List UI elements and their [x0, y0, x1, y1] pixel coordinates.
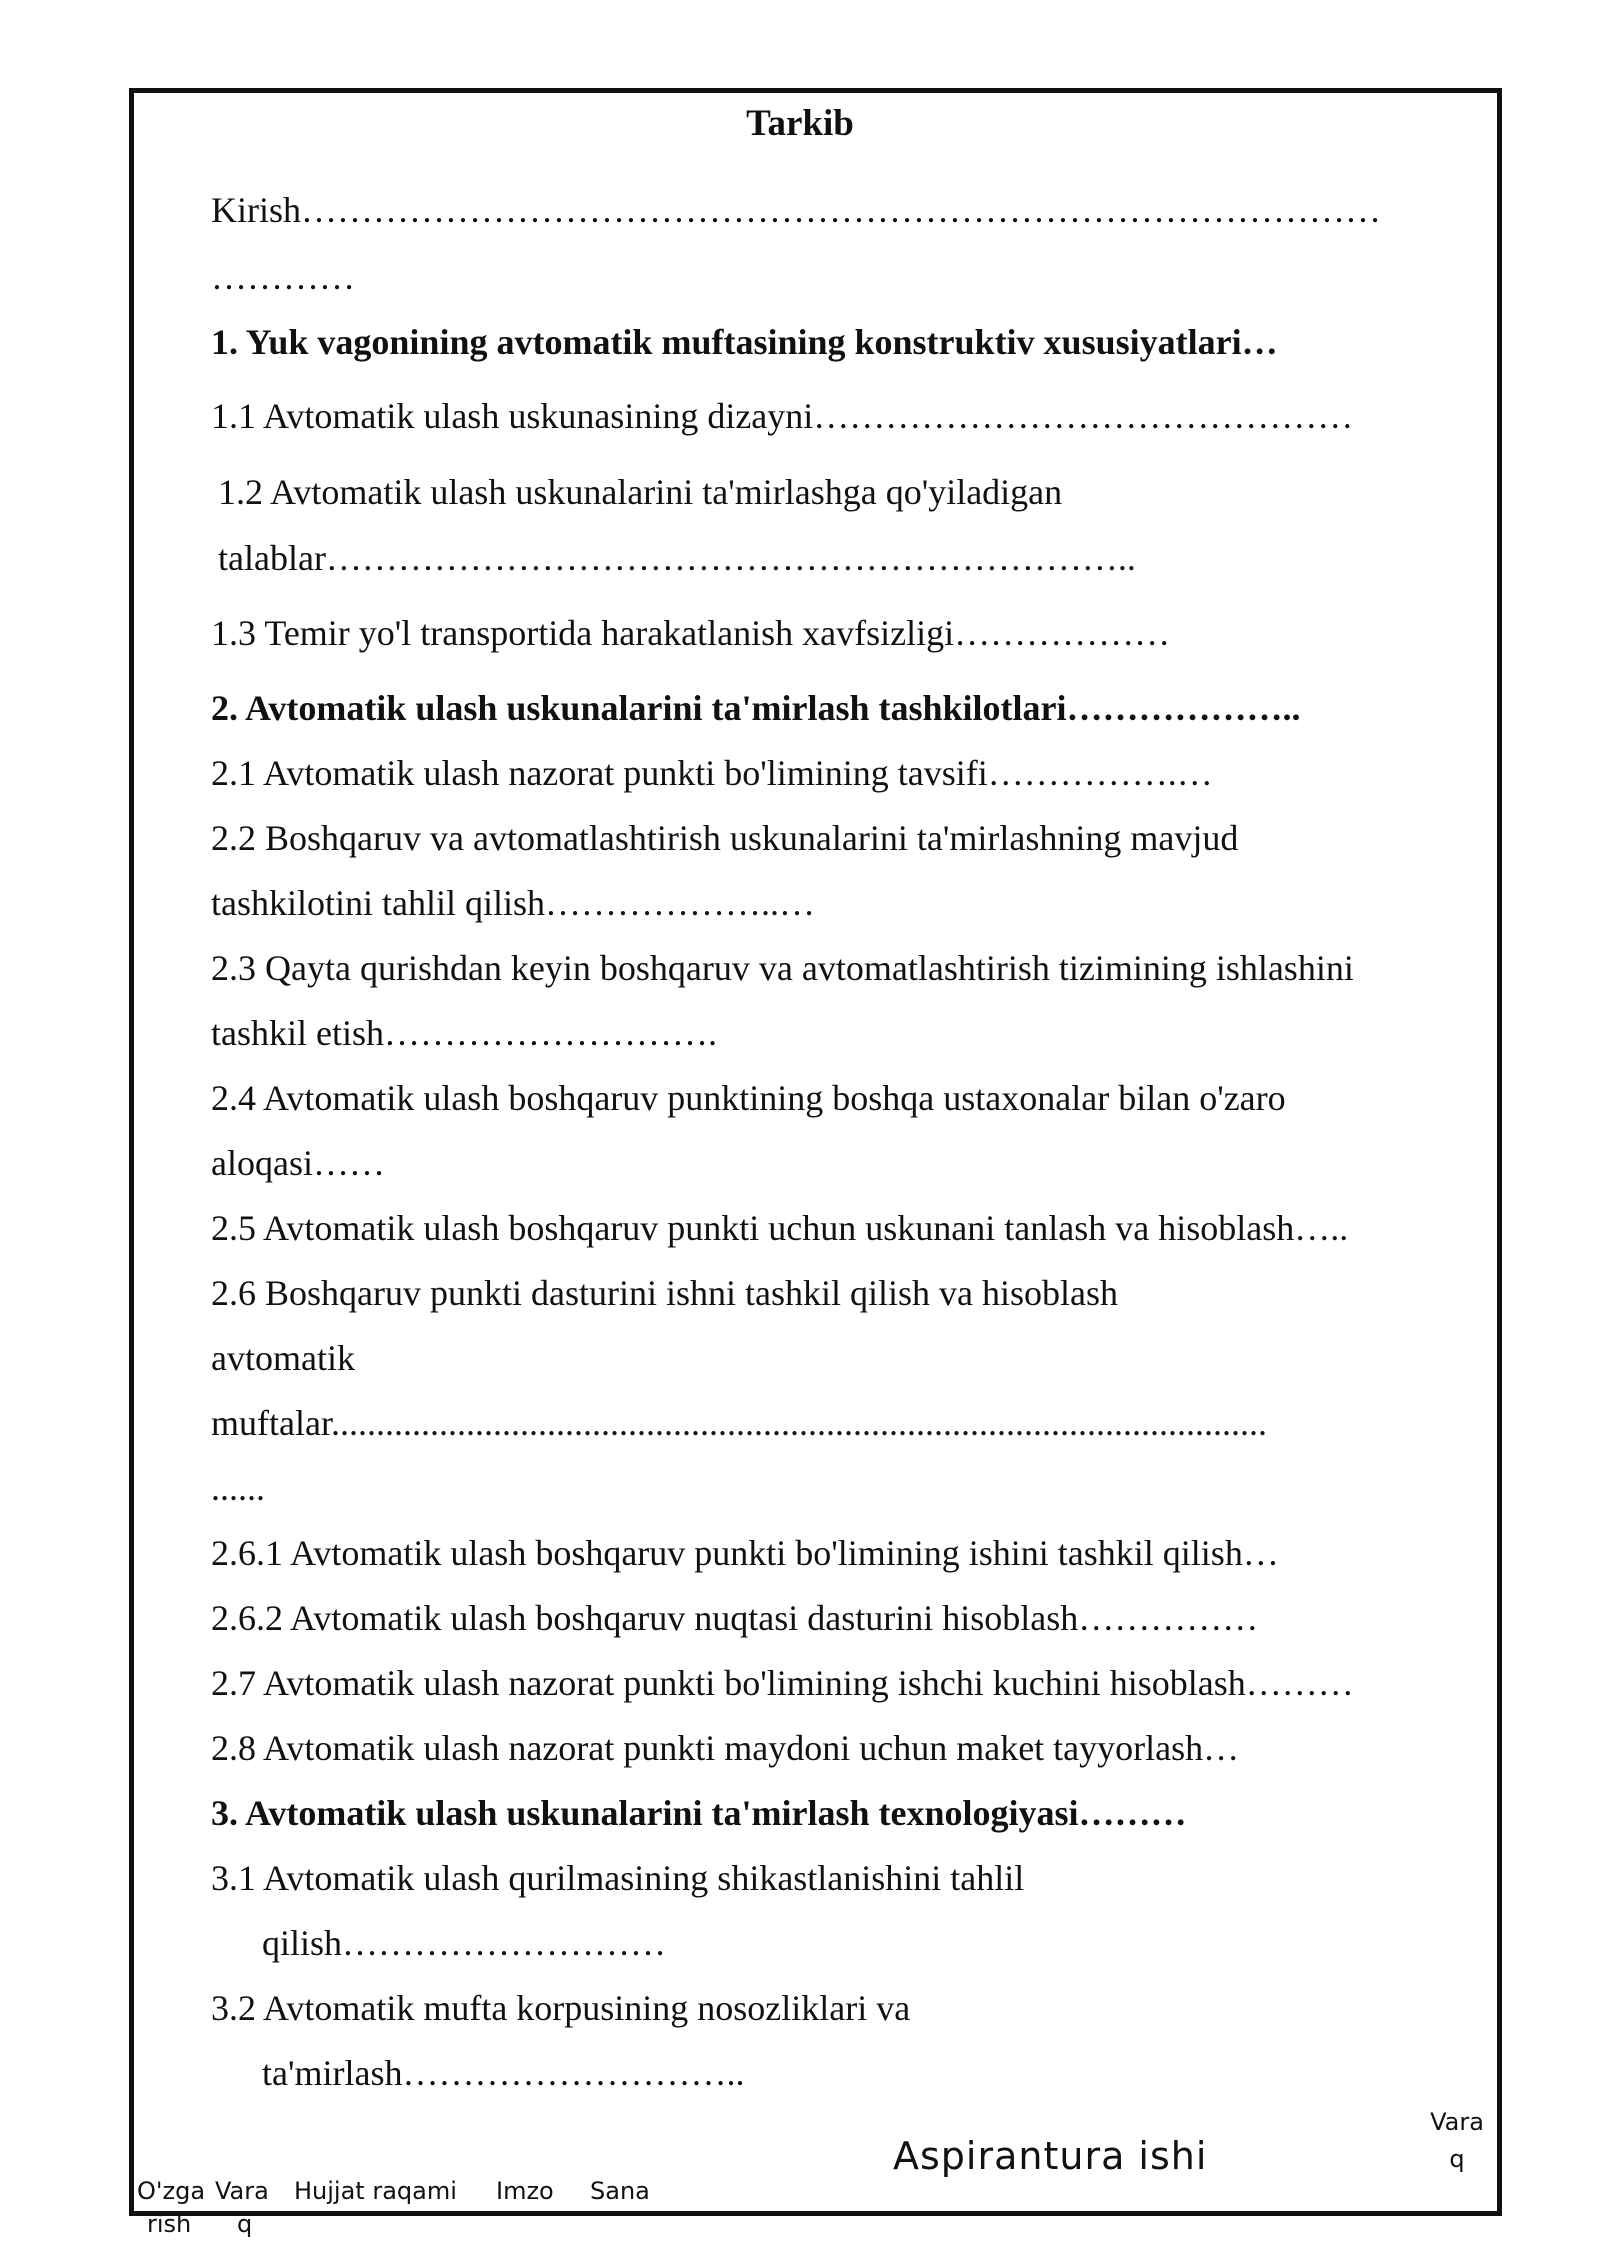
- toc-entry: 2.5 Avtomatik ulash boshqaruv punkti uchun uskunani tanlash va hisoblash…..: [211, 1208, 1349, 1248]
- toc-entry: avtomatik: [211, 1338, 355, 1378]
- toc-entry: 2.8 Avtomatik ulash nazorat punkti maydoni uchun maket tayyorlash…: [211, 1728, 1240, 1768]
- toc-entry: ......: [211, 1468, 265, 1508]
- toc-entry: 2.6.2 Avtomatik ulash boshqaruv nuqtasi dasturini hisoblash……………: [211, 1598, 1259, 1638]
- toc-entry: 2.7 Avtomatik ulash nazorat punkti bo'limining ishchi kuchini hisoblash………: [211, 1663, 1354, 1703]
- toc-entry: 2.1 Avtomatik ulash nazorat punkti bo'limining tavsifi…………….…: [211, 753, 1213, 793]
- column-label-ozgarish: O'zga: [137, 2177, 206, 2205]
- toc-entry: aloqasi……: [211, 1143, 385, 1183]
- toc-entry: 3.1 Avtomatik ulash qurilmasining shikastlanishini tahlil: [211, 1858, 1025, 1898]
- toc-entry: 1.2 Avtomatik ulash uskunalarini ta'mirlashga qo'yiladigan: [218, 472, 1063, 512]
- toc-entry: Kirish………………………………………………………………………………: [211, 190, 1381, 230]
- toc-entry: 2.2 Boshqaruv va avtomatlashtirish uskunalarini ta'mirlashning mavjud: [211, 818, 1239, 858]
- toc-entry: tashkilotini tahlil qilish………………..…: [211, 883, 816, 923]
- column-label-ozgarish-cont: rish: [147, 2210, 192, 2238]
- column-label-varaq-cont: q: [237, 2210, 253, 2238]
- column-label-imzo: Imzo: [496, 2177, 554, 2205]
- toc-entry: 2.6.1 Avtomatik ulash boshqaruv punkti bo'limining ishini tashkil qilish…: [211, 1533, 1279, 1573]
- toc-entry: talablar…………………………………………………………..: [218, 538, 1136, 578]
- toc-entry: 1.1 Avtomatik ulash uskunasining dizayni………………………………………: [211, 396, 1354, 436]
- varaq-label: Vara: [1430, 2108, 1484, 2136]
- toc-entry: 3.2 Avtomatik mufta korpusining nosozliklari va: [211, 1988, 911, 2028]
- toc-entry: muftalar........................................................................................................: [211, 1405, 1267, 1441]
- toc-section-heading: 2. Avtomatik ulash uskunalarini ta'mirlash tashkilotlari………………..: [211, 688, 1301, 728]
- toc-section-heading: 3. Avtomatik ulash uskunalarini ta'mirlash texnologiyasi………: [211, 1793, 1187, 1833]
- toc-entry: tashkil etish……………………….: [211, 1013, 717, 1053]
- toc-entry: 2.3 Qayta qurishdan keyin boshqaruv va avtomatlashtirish tizimining ishlashini: [211, 948, 1354, 988]
- toc-entry: …………: [211, 257, 355, 297]
- toc-entry: qilish………………………: [262, 1923, 667, 1963]
- toc-entry: 1.3 Temir yo'l transportida harakatlanish xavfsizligi………………: [211, 613, 1171, 653]
- document-title: Tarkib: [746, 103, 854, 144]
- toc-entry: ta'mirlash………………………..: [262, 2053, 745, 2093]
- toc-section-heading: 1. Yuk vagonining avtomatik muftasining konstruktiv xususiyatlari…: [211, 322, 1278, 362]
- toc-entry: 2.6 Boshqaruv punkti dasturini ishni tashkil qilish va hisoblash: [211, 1273, 1118, 1313]
- column-label-hujjat-raqami: Hujjat raqami: [294, 2177, 457, 2205]
- work-title: Aspirantura ishi: [893, 2134, 1208, 2178]
- toc-entry: 2.4 Avtomatik ulash boshqaruv punktining boshqa ustaxonalar bilan o'zaro: [211, 1078, 1286, 1118]
- column-label-varaq: Vara: [215, 2177, 269, 2205]
- column-label-sana: Sana: [590, 2177, 650, 2205]
- varaq-label-cont: q: [1449, 2145, 1465, 2173]
